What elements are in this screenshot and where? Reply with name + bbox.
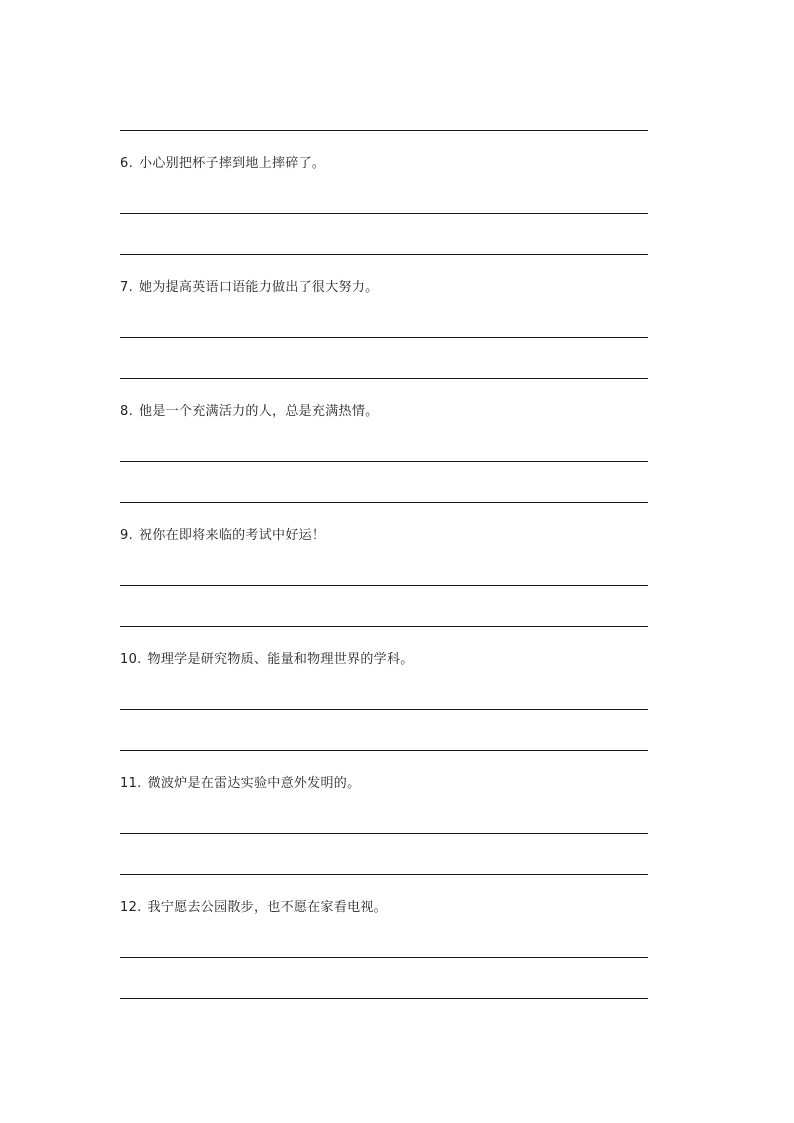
answer-line-6b (120, 254, 648, 255)
answer-line-9b (120, 626, 648, 627)
answer-line-12b (120, 998, 648, 999)
answer-line-11b (120, 874, 648, 875)
answer-line-12a (120, 957, 648, 958)
question-number: 6. (120, 156, 134, 171)
question-number: 10. (120, 652, 142, 667)
answer-line-10a (120, 709, 648, 710)
answer-line-5b (120, 130, 648, 131)
answer-line-11a (120, 833, 648, 834)
answer-line-9a (120, 585, 648, 586)
question-12 (120, 900, 387, 916)
question-number: 12. (120, 900, 142, 915)
question-text: 微波炉是在雷达实验中意外发明的。 (147, 776, 361, 791)
question-10 (120, 652, 414, 668)
question-8 (120, 404, 378, 420)
question-text: 他是一个充满活力的人，总是充满热情。 (139, 404, 379, 419)
question-text: 小心别把杯子摔到地上摔碎了。 (139, 156, 326, 171)
question-6 (120, 156, 325, 172)
question-number: 8. (120, 404, 134, 419)
answer-line-7b (120, 378, 648, 379)
answer-line-7a (120, 337, 648, 338)
question-text: 她为提高英语口语能力做出了很大努力。 (139, 280, 379, 295)
question-7 (120, 280, 378, 296)
question-11 (120, 776, 360, 792)
question-text: 祝你在即将来临的考试中好运！ (139, 528, 326, 543)
question-number: 9. (120, 528, 134, 543)
question-text: 物理学是研究物质、能量和物理世界的学科。 (147, 652, 414, 667)
question-number: 11. (120, 776, 142, 791)
answer-line-8a (120, 461, 648, 462)
question-9 (120, 528, 325, 544)
answer-line-8b (120, 502, 648, 503)
question-text: 我宁愿去公园散步，也不愿在家看电视。 (147, 900, 387, 915)
answer-line-6a (120, 213, 648, 214)
answer-line-10b (120, 750, 648, 751)
question-number: 7. (120, 280, 134, 295)
